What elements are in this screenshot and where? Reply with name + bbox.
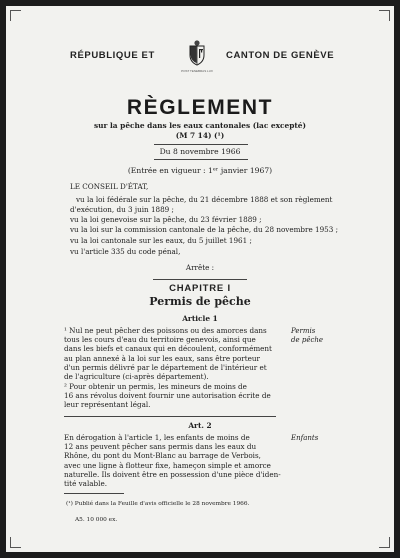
article-heading: Article 1 [182,314,218,323]
margin-note-line: de pêche [291,335,324,344]
text-line: dans les biefs et canaux qui en découlent, conformément [64,344,272,354]
crop-mark [379,10,390,21]
divider [64,416,276,417]
text-line: 16 ans révolus doivent fournir une autorisation écrite de [64,391,271,401]
coat-of-arms-motto: POST TENEBRAS LUX [181,69,213,73]
margin-note [291,327,323,344]
text-line: tous les cours d'eau du territoire genevois, ainsi que [64,335,256,345]
text-line: Rhône, du pont du Mont-Blanc au barrage de Verbois, [64,451,261,461]
entry-into-force: (Entrée en vigueur : 1ᵉʳ janvier 1967) [127,166,273,175]
document-code: (M 7 14) (¹) [175,131,225,140]
preamble-line: LE CONSEIL D'ÉTAT, [70,182,149,191]
footnote: (¹) Publié dans la Feuille d'avis officielle le 28 novembre 1966. [66,501,250,507]
preamble-line: vu la loi genevoise sur la pêche, du 23 février 1889 ; [70,215,262,224]
divider [154,159,248,160]
text-line: ¹ Nul ne peut pêcher des poissons ou des amorces dans [64,326,267,335]
text-line: naturelle. Ils doivent être en possession d'une pièce d'iden- [64,469,281,479]
chapter-heading: CHAPITRE I [169,283,231,294]
preamble-line: vu la loi fédérale sur la pêche, du 21 décembre 1888 et son règlement [76,195,333,204]
crop-mark [379,537,390,548]
divider [153,279,247,280]
header-canton: CANTON DE GENÈVE [226,50,335,61]
article-paragraph [64,326,276,381]
document-title: RÈGLEMENT [126,96,274,119]
arrete: Arrête : [185,263,215,272]
margin-note [291,434,318,443]
header-republique: RÉPUBLIQUE ET [70,50,155,61]
preamble-line: d'exécution, du 3 juin 1889 ; [70,205,174,214]
section-heading: Permis de pêche [149,295,251,308]
article-heading: Art. 2 [188,421,212,430]
document-date: Du 8 novembre 1966 [159,147,241,156]
footnote-rule [64,493,124,494]
text-line: En dérogation à l'article 1, les enfants de moins de [64,433,250,442]
geneva-coat-of-arms-icon [186,40,208,66]
margin-note-line: Permis [291,327,316,335]
text-line: leur représentant légal. [64,400,151,410]
preamble-line: vu l'article 335 du code pénal, [70,247,181,256]
crop-mark [10,10,21,21]
preamble-line: vu la loi cantonale sur les eaux, du 5 juillet 1961 ; [70,236,252,245]
text-line: tité valable. [64,479,107,489]
text-line: d'un permis délivré par le département de l'intérieur et [64,362,267,372]
crop-mark [10,537,21,548]
preamble-line: vu la loi sur la commission cantonale de la pêche, du 28 novembre 1953 ; [70,225,339,234]
text-line: au plan annexé à la loi sur les eaux, sans être porteur [64,353,260,363]
divider [154,144,248,145]
article-paragraph [64,382,276,410]
print-run: A5. 10 000 ex. [75,517,118,523]
margin-note-line: Enfants [291,434,319,442]
text-line: 12 ans peuvent pêcher sans permis dans les eaux du [64,442,257,452]
article-paragraph [64,433,281,489]
text-line: de l'agriculture (ci-après département). [64,372,209,382]
text-line: avec une ligne à flotteur fixe, hameçon simple et amorce [64,460,271,470]
document-subtitle: sur la pêche dans les eaux cantonales (lac excepté) [93,121,306,130]
text-line: ² Pour obtenir un permis, les mineurs de moins de [64,382,247,391]
